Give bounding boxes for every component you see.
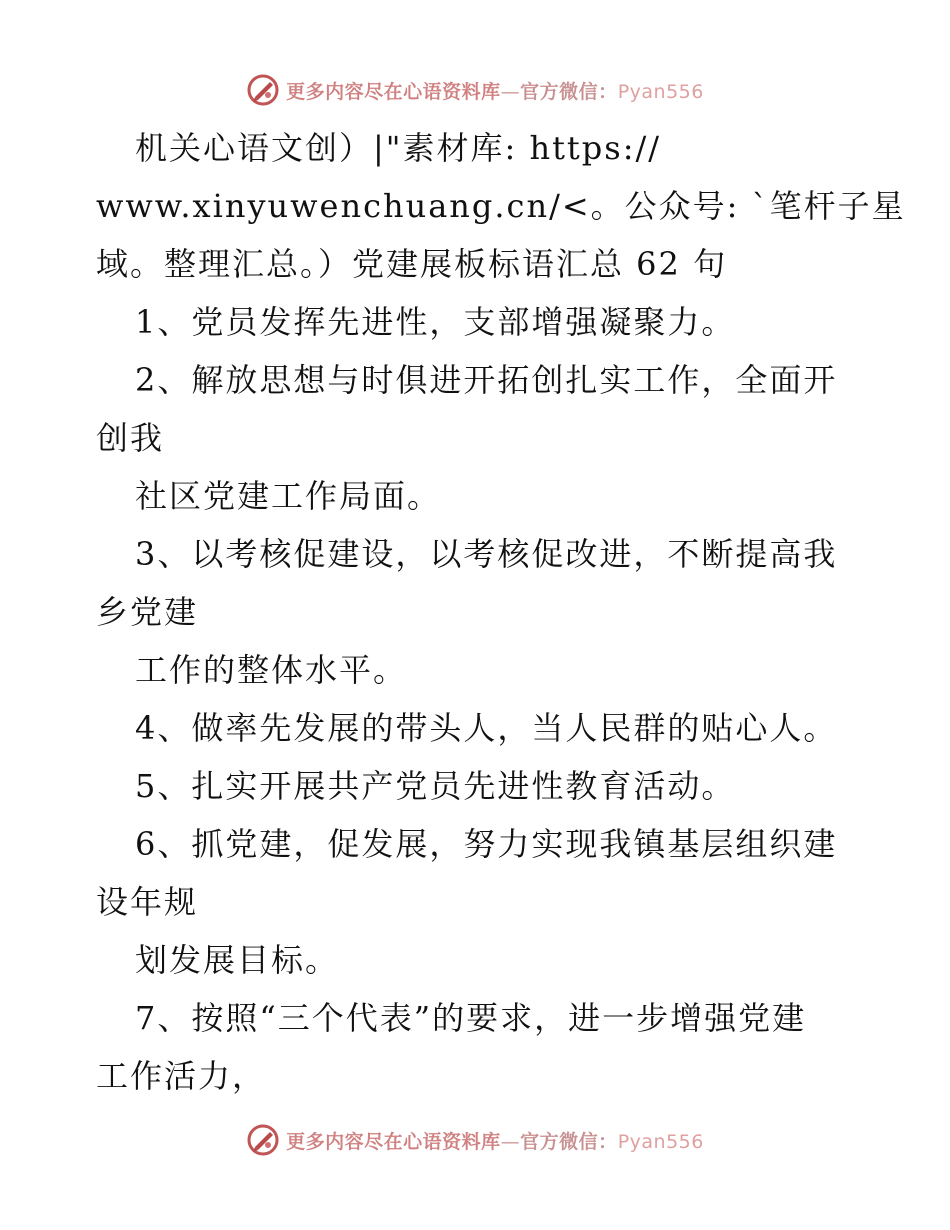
body-line: 社区党建工作局面。 [135,477,442,515]
body-line: 创我 [96,419,165,457]
body-line: 划发展目标。 [135,941,340,979]
body-line: 域。整理汇总。）党建展板标语汇总 62 句 [96,245,728,283]
body-line: 4、做率先发展的带头人，当人民群的贴心人。 [135,709,838,747]
banner-text [286,77,704,104]
banner-wechat-id: Pyan556 [617,1130,704,1153]
header-banner [0,70,950,110]
pen-logo-icon [246,73,280,107]
banner-dash: — [500,80,521,103]
pen-logo-icon [246,1123,280,1157]
body-line: 工作活力， [96,1057,267,1095]
body-line: 7、按照“三个代表”的要求，进一步增强党建 [135,999,807,1037]
body-line: 3、以考核促建设，以考核促改进，不断提高我 [135,535,838,573]
banner-text [286,1127,704,1154]
banner-site-text: 更多内容尽在心语资料库 [286,1130,501,1153]
banner-wechat-label: 官方微信： [520,80,618,103]
body-line: 乡党建 [96,593,199,631]
banner-wechat-label: 官方微信： [520,1130,618,1153]
body-line: 5、扎实开展共产党员先进性教育活动。 [135,767,736,805]
footer-banner [0,1120,950,1160]
banner-dash: — [500,1130,521,1153]
body-line: 2、解放思想与时俱进开拓创扎实工作，全面开 [135,361,838,399]
banner-site-text: 更多内容尽在心语资料库 [286,80,501,103]
body-line: 机关心语文创）|"素材库: https:// [135,129,662,167]
body-line: 工作的整体水平。 [135,651,408,689]
body-line: 1、党员发挥先进性，支部增强凝聚力。 [135,303,736,341]
banner-wechat-id: Pyan556 [617,80,704,103]
body-line: www.xinyuwenchuang.cn/<。公众号: `笔杆子星 [96,187,906,225]
body-line: 设年规 [96,883,199,921]
body-line: 6、抓党建，促发展，努力实现我镇基层组织建 [135,825,838,863]
